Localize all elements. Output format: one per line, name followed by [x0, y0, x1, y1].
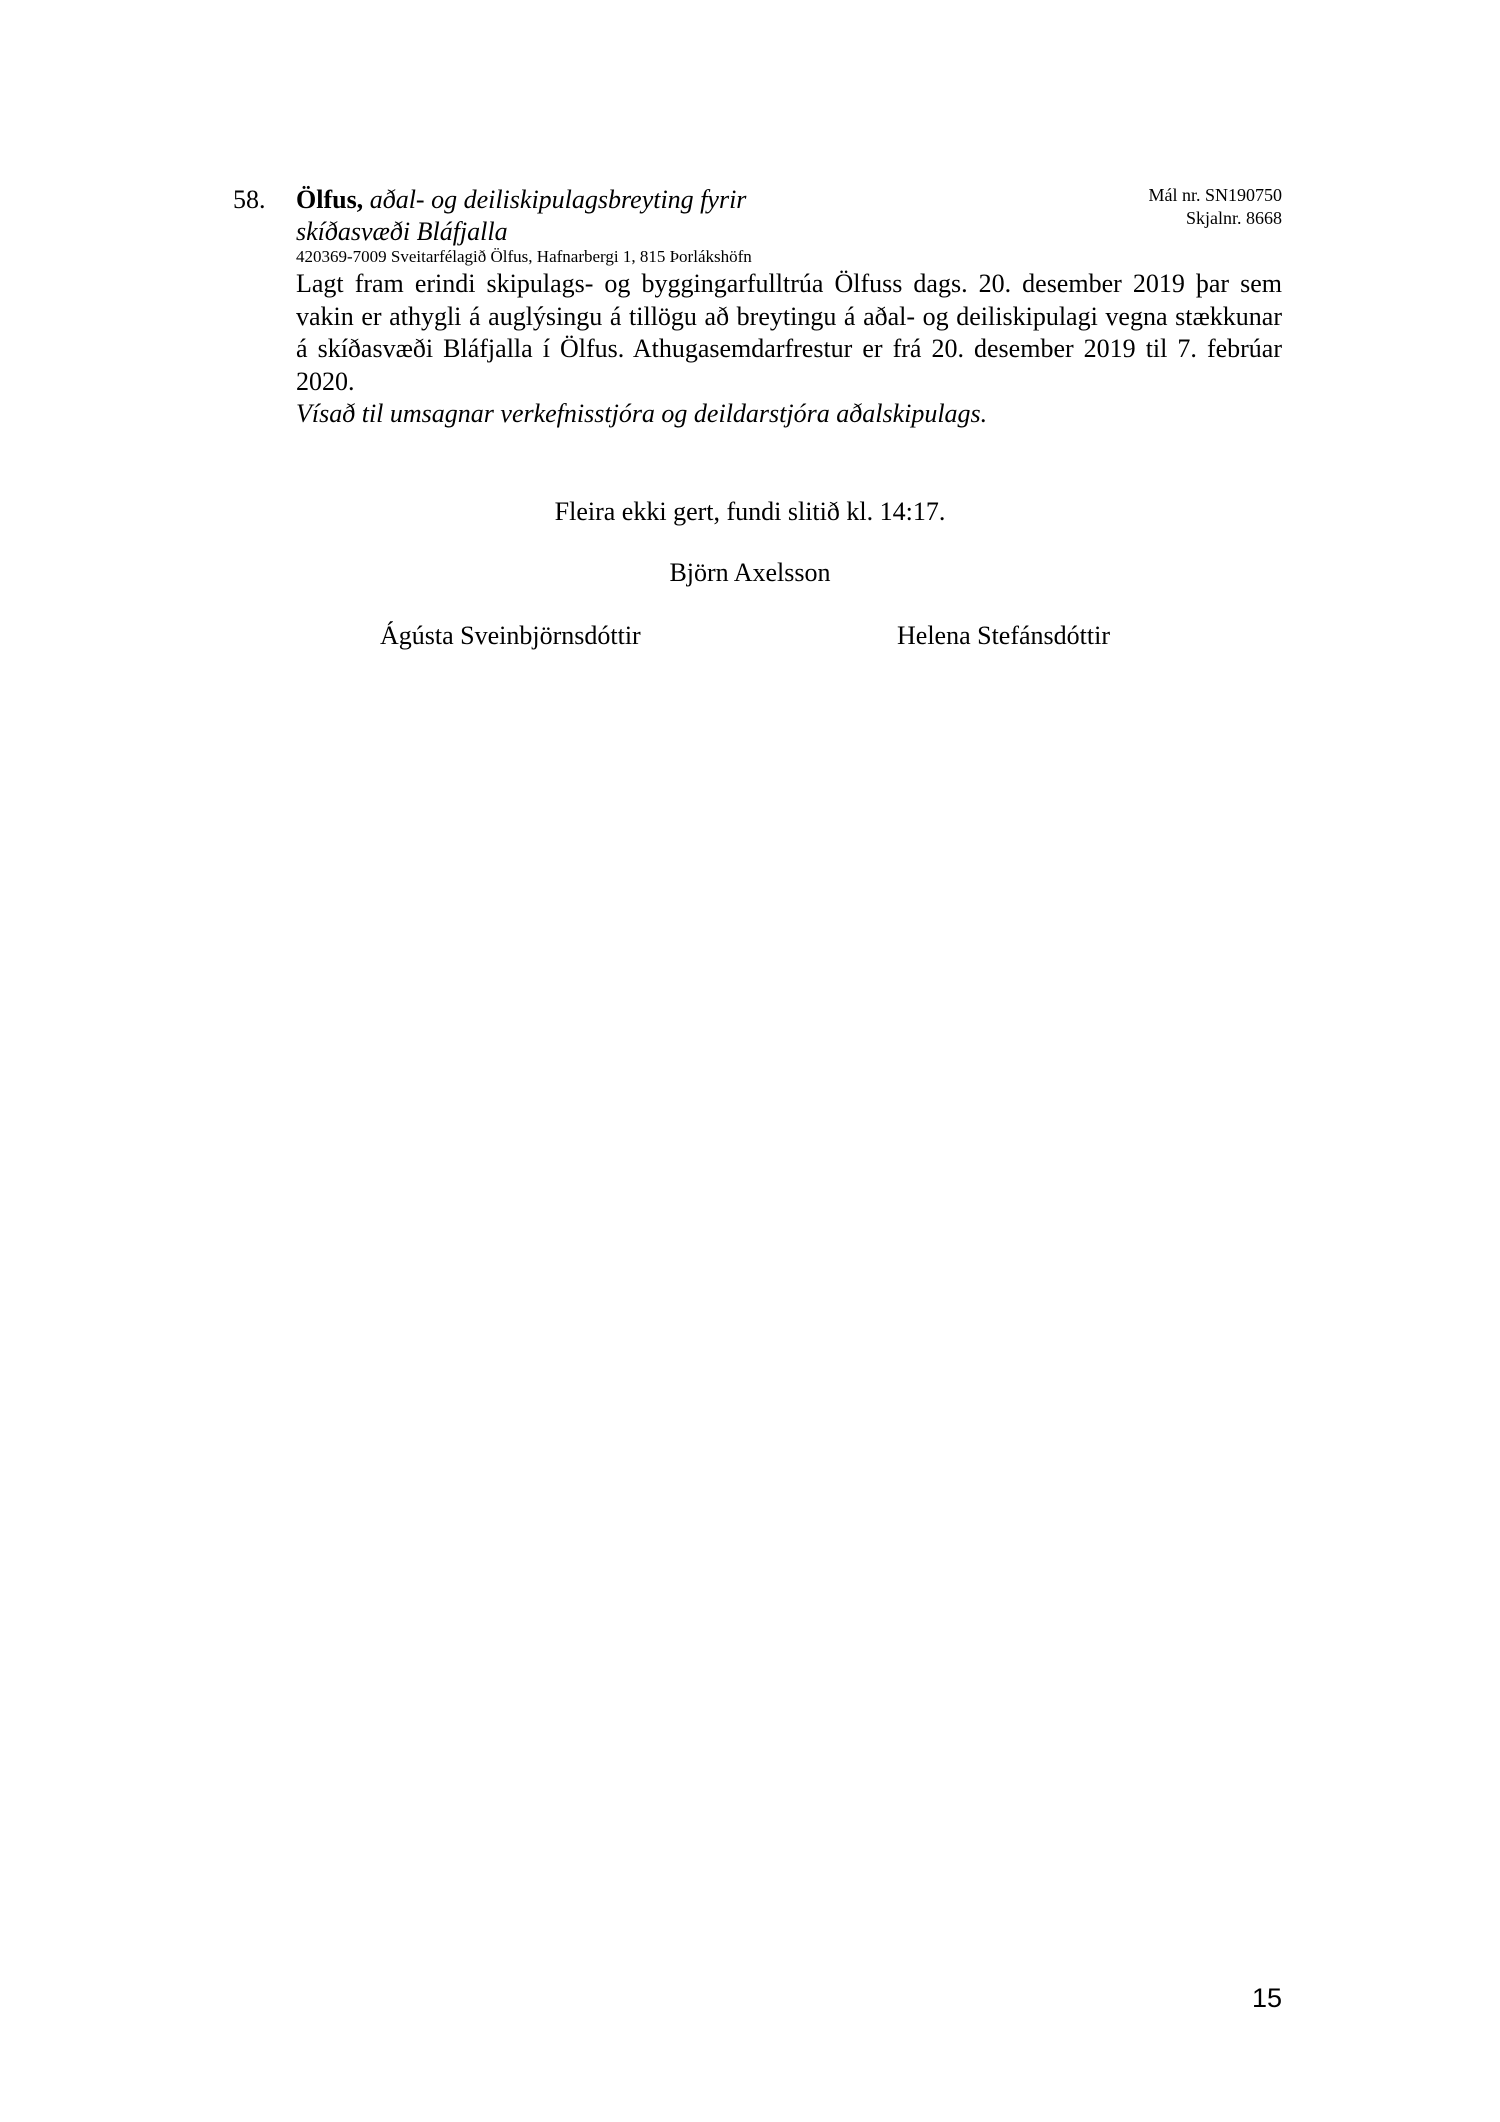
- meeting-closing-line: Fleira ekki gert, fundi slitið kl. 14:17.: [554, 497, 946, 526]
- item-decision: Vísað til umsagnar verkefnisstjóra og deildarstjóra aðalskipulags.: [296, 399, 988, 428]
- document-number: Skjalnr. 8668: [1185, 208, 1282, 228]
- item-heading: [296, 184, 856, 248]
- applicant-line: 420369-7009 Sveitarfélagið Ölfus, Hafnarbergi 1, 815 Þorlákshöfn: [296, 247, 752, 266]
- item-place: Ölfus,: [296, 185, 364, 214]
- item-subject: aðal- og deiliskipulagsbreyting fyrir skíðasvæði Bláfjalla: [296, 185, 747, 246]
- item-body-text: Lagt fram erindi skipulags- og byggingarfulltrúa Ölfuss dags. 20. desember 2019 þar sem vakin er athygli á auglýsingu á tillögu að breytingu á aðal- og deiliskipulagi vegna stækkunar á skíðasvæði Bláfjalla í Ölfus. Athugasemdarfrestur er frá 20. desember 2019 til 7. febrúar 2020.: [296, 269, 1282, 396]
- page-number: 15: [1251, 1983, 1282, 2013]
- item-number: 58.: [233, 185, 266, 214]
- signature-right: Helena Stefánsdóttir: [897, 621, 1110, 650]
- signature-chair: Björn Axelsson: [669, 558, 831, 587]
- signature-left: Ágústa Sveinbjörnsdóttir: [380, 621, 641, 650]
- case-number: Mál nr. SN190750: [1148, 185, 1282, 205]
- case-meta: [1148, 184, 1282, 230]
